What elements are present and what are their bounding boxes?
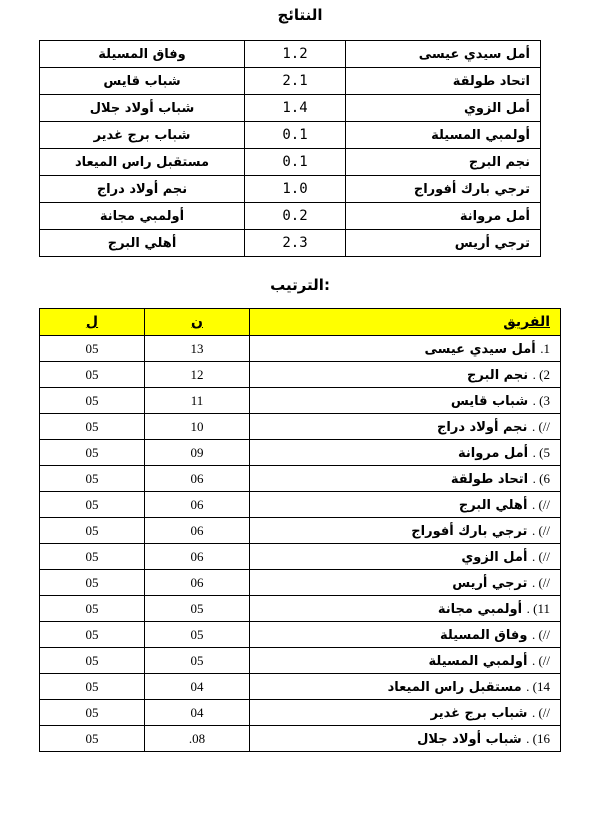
played: 05 bbox=[40, 674, 145, 700]
home-team: أمل سيدي عيسى bbox=[346, 41, 541, 68]
header-row bbox=[40, 309, 561, 336]
played: 05 bbox=[40, 466, 145, 492]
team-cell bbox=[250, 492, 561, 518]
team-cell bbox=[250, 726, 561, 752]
rank: //) . bbox=[531, 418, 550, 434]
rank: 1. bbox=[540, 340, 550, 356]
table-row bbox=[40, 176, 541, 203]
table-row bbox=[40, 149, 541, 176]
played: 05 bbox=[40, 726, 145, 752]
score: 1.4 bbox=[245, 95, 346, 122]
rank: //) . bbox=[531, 522, 550, 538]
table-row bbox=[40, 336, 561, 362]
rank: 3) . bbox=[532, 392, 550, 408]
team-cell bbox=[250, 518, 561, 544]
table-row bbox=[40, 518, 561, 544]
results-title: النتائج bbox=[277, 6, 323, 24]
score: 0.2 bbox=[245, 203, 346, 230]
team-cell bbox=[250, 648, 561, 674]
played: 05 bbox=[40, 570, 145, 596]
team-cell bbox=[250, 622, 561, 648]
away-team: أهلي البرج bbox=[40, 230, 245, 257]
points: 05 bbox=[145, 622, 250, 648]
table-row bbox=[40, 362, 561, 388]
rank: 6) . bbox=[532, 470, 550, 486]
standings-title: الترتيب: bbox=[270, 276, 330, 294]
points: 06 bbox=[145, 466, 250, 492]
team-name: أولمبي مجانة bbox=[437, 601, 523, 617]
rank: 2) . bbox=[532, 366, 550, 382]
rank: //) . bbox=[531, 548, 550, 564]
away-team: مستقبل راس الميعاد bbox=[40, 149, 245, 176]
rank: 14) . bbox=[526, 678, 550, 694]
results-table bbox=[39, 40, 541, 257]
points: 09 bbox=[145, 440, 250, 466]
team-name: نجم البرج bbox=[467, 367, 529, 383]
score: 0.1 bbox=[245, 122, 346, 149]
played-header: ل bbox=[40, 309, 145, 336]
score: 1.0 bbox=[245, 176, 346, 203]
team-name: ترجي بارك أفوراج bbox=[411, 523, 528, 539]
points: 04 bbox=[145, 674, 250, 700]
team-name: ترجي أريس bbox=[452, 575, 528, 591]
points: 10 bbox=[145, 414, 250, 440]
played: 05 bbox=[40, 544, 145, 570]
played: 05 bbox=[40, 648, 145, 674]
team-name: اتحاد طولقة bbox=[450, 471, 529, 487]
away-team: شباب قايس bbox=[40, 68, 245, 95]
points: 06 bbox=[145, 570, 250, 596]
table-row bbox=[40, 648, 561, 674]
points: 11 bbox=[145, 388, 250, 414]
table-row bbox=[40, 41, 541, 68]
rank: 11) . bbox=[526, 600, 550, 616]
team-cell bbox=[250, 700, 561, 726]
home-team: ترجي أريس bbox=[346, 230, 541, 257]
team-name: وفاق المسيلة bbox=[440, 627, 528, 643]
table-row bbox=[40, 440, 561, 466]
rank: 16) . bbox=[526, 730, 550, 746]
table-row bbox=[40, 122, 541, 149]
played: 05 bbox=[40, 388, 145, 414]
points: 13 bbox=[145, 336, 250, 362]
home-team: أمل مروانة bbox=[346, 203, 541, 230]
played: 05 bbox=[40, 414, 145, 440]
played: 05 bbox=[40, 440, 145, 466]
played: 05 bbox=[40, 492, 145, 518]
away-team: وفاق المسيلة bbox=[40, 41, 245, 68]
table-row bbox=[40, 674, 561, 700]
home-team: نجم البرج bbox=[346, 149, 541, 176]
played: 05 bbox=[40, 362, 145, 388]
table-row bbox=[40, 230, 541, 257]
team-cell bbox=[250, 336, 561, 362]
table-row bbox=[40, 544, 561, 570]
rank: //) . bbox=[531, 704, 550, 720]
team-name: أمل مروانة bbox=[458, 445, 529, 461]
points: 08. bbox=[145, 726, 250, 752]
table-row bbox=[40, 95, 541, 122]
away-team: نجم أولاد دراج bbox=[40, 176, 245, 203]
home-team: أولمبي المسيلة bbox=[346, 122, 541, 149]
table-row bbox=[40, 700, 561, 726]
team-name: أولمبي المسيلة bbox=[428, 653, 528, 669]
team-cell bbox=[250, 388, 561, 414]
played: 05 bbox=[40, 700, 145, 726]
rank: 5) . bbox=[532, 444, 550, 460]
team-cell bbox=[250, 440, 561, 466]
rank: //) . bbox=[531, 496, 550, 512]
team-name: أمل سيدي عيسى bbox=[424, 341, 536, 357]
team-name: نجم أولاد دراج bbox=[437, 419, 528, 435]
played: 05 bbox=[40, 518, 145, 544]
points: 05 bbox=[145, 596, 250, 622]
team-cell bbox=[250, 544, 561, 570]
played: 05 bbox=[40, 336, 145, 362]
table-row bbox=[40, 203, 541, 230]
home-team: أمل الزوي bbox=[346, 95, 541, 122]
table-row bbox=[40, 492, 561, 518]
table-row bbox=[40, 388, 561, 414]
points: 04 bbox=[145, 700, 250, 726]
points: 06 bbox=[145, 492, 250, 518]
points-header: ن bbox=[145, 309, 250, 336]
table-row bbox=[40, 596, 561, 622]
score: 2.1 bbox=[245, 68, 346, 95]
score: 2.3 bbox=[245, 230, 346, 257]
table-row bbox=[40, 726, 561, 752]
team-cell bbox=[250, 570, 561, 596]
team-name: مستقبل راس الميعاد bbox=[387, 679, 522, 695]
team-header: الفريق bbox=[250, 309, 561, 336]
rank: //) . bbox=[531, 574, 550, 590]
rank: //) . bbox=[531, 626, 550, 642]
score: 1.2 bbox=[245, 41, 346, 68]
points: 12 bbox=[145, 362, 250, 388]
score: 0.1 bbox=[245, 149, 346, 176]
team-name: أهلي البرج bbox=[458, 497, 528, 513]
team-cell bbox=[250, 362, 561, 388]
table-row bbox=[40, 68, 541, 95]
home-team: ترجي بارك أفوراج bbox=[346, 176, 541, 203]
table-row bbox=[40, 622, 561, 648]
points: 06 bbox=[145, 544, 250, 570]
rank: //) . bbox=[531, 652, 550, 668]
team-name: أمل الزوي bbox=[461, 549, 528, 565]
table-row bbox=[40, 570, 561, 596]
team-name: شباب أولاد جلال bbox=[417, 731, 522, 747]
played: 05 bbox=[40, 622, 145, 648]
team-name: شباب قايس bbox=[450, 393, 529, 409]
team-cell bbox=[250, 414, 561, 440]
home-team: اتحاد طولقة bbox=[346, 68, 541, 95]
team-cell bbox=[250, 596, 561, 622]
played: 05 bbox=[40, 596, 145, 622]
team-cell bbox=[250, 466, 561, 492]
away-team: شباب برج غدير bbox=[40, 122, 245, 149]
away-team: شباب أولاد جلال bbox=[40, 95, 245, 122]
points: 05 bbox=[145, 648, 250, 674]
standings-table bbox=[39, 308, 561, 752]
table-row bbox=[40, 466, 561, 492]
away-team: أولمبي مجانة bbox=[40, 203, 245, 230]
team-name: شباب برج غدير bbox=[430, 705, 528, 721]
team-cell bbox=[250, 674, 561, 700]
points: 06 bbox=[145, 518, 250, 544]
table-row bbox=[40, 414, 561, 440]
